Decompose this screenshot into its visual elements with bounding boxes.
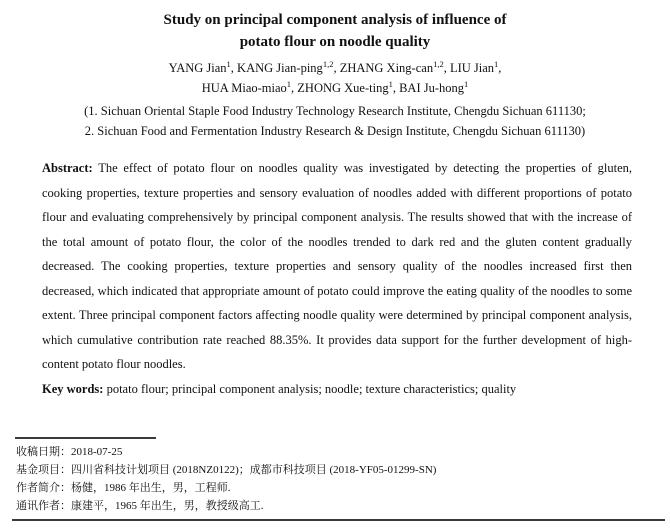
footnote-fund-project-value: 四川省科技计划项目 (2018NZ0122)；成都市科技项目 (2018-YF05-01299-SN) xyxy=(71,464,437,476)
keywords-label: Key words: xyxy=(42,381,104,396)
abstract-text: The effect of potato flour on noodles quality was investigated by detecting the properties of gluten, cooking properties, texture properties and sensory evaluation of noodles added with different proportions of potato flour and evaluating comprehensively by principal component analysis. The results showed that with the increase of the total amount of potato flour, the color of the noodles trended to dark red and the gluten content gradually decreased. The cooking properties, texture properties and sensory quality of the noodles increased first then decreased, which indicated that appropriate amount of potato could improve the eating quality of the noodles to some extent. Three principal component factors affecting noodle quality were determined by principal component analysis, which cumulative contribution rate reached 88.35%. It provides data support for the further development of high-content potato flour noodles. xyxy=(42,161,632,371)
affiliation-line-1: (1. Sichuan Oriental Staple Food Industry Technology Research Institute, Chengdu Sichuan 611130; xyxy=(84,104,586,118)
footnote-corresponding-author-label: 通讯作者： xyxy=(16,500,71,512)
paper-title-line2: potato flour on noodle quality xyxy=(239,34,431,50)
footnote-received-date-value: 2018-07-25 xyxy=(71,446,123,458)
paper-title xyxy=(0,9,670,53)
footnote-received-date xyxy=(16,443,660,461)
footnote-fund-project-label: 基金项目： xyxy=(16,464,71,476)
affiliation-line-2: 2. Sichuan Food and Fermentation Industry Research & Design Institute, Chengdu Sichuan 611130) xyxy=(84,124,586,138)
abstract-label: Abstract: xyxy=(42,161,93,175)
footnote-corresponding-author-value: 康建平，1965 年出生，男，教授级高工. xyxy=(71,500,264,512)
footnote-fund-project xyxy=(16,461,660,479)
footnote-author-bio-value: 杨健，1986 年出生，男，工程师. xyxy=(71,482,231,494)
footnote-received-date-label: 收稿日期： xyxy=(16,446,71,458)
footnote-author-bio-label: 作者简介： xyxy=(16,482,71,494)
affiliations xyxy=(0,101,670,141)
keywords-line xyxy=(42,377,632,402)
footnote-separator-rule xyxy=(15,437,156,439)
footnote-author-bio xyxy=(16,479,660,497)
paper-title-line1: Study on principal component analysis of influence of xyxy=(163,12,507,28)
page-bottom-rule xyxy=(12,519,665,521)
author-line-1: YANG Jian$^1$, KANG Jian-ping$^{1,2}$, ZHANG Xing-can$^{1,2}$, LIU Jian$^1$, xyxy=(168,58,502,75)
author-line-2: HUA Miao-miao$^1$, ZHONG Xue-ting$^1$, BAI Ju-hong$^1$ xyxy=(201,78,469,95)
abstract-paragraph xyxy=(42,156,632,377)
footnote-corresponding-author xyxy=(16,497,660,515)
footnotes-block xyxy=(16,443,660,515)
author-list xyxy=(0,58,670,98)
keywords-text: potato flour; principal component analysis; noodle; texture characteristics; quality xyxy=(103,381,517,396)
